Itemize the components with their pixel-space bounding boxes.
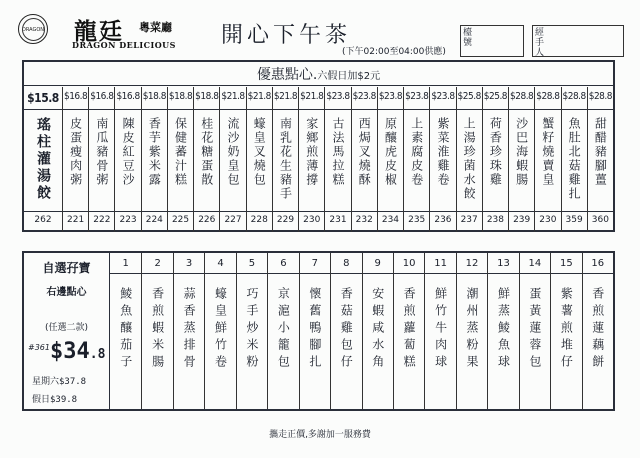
offer-item-name: 古法馬拉糕 xyxy=(330,117,345,187)
offer-item-price: $21.8 xyxy=(247,91,271,102)
offer-item-code: 221 xyxy=(67,215,85,225)
selection-item-name: 鮮竹牛肉球 xyxy=(433,287,448,372)
brand-english: DRAGON DELICIOUS xyxy=(72,40,176,50)
offer-item-name: 陳皮紅豆沙 xyxy=(121,117,136,187)
brand-subtitle: 粵菜廳 xyxy=(139,21,172,34)
offer-item-price: $21.8 xyxy=(300,91,324,102)
offer-item-price: $28.8 xyxy=(510,91,534,102)
selection-item[interactable] xyxy=(299,253,330,409)
selection-item-number: 12 xyxy=(465,258,479,269)
offer-item-code: 359 xyxy=(565,215,583,225)
selection-item-number: 2 xyxy=(154,258,161,269)
offer-item-code: 238 xyxy=(486,215,504,225)
selection-item-name: 香煎蝦米腸 xyxy=(150,287,165,372)
selection-item[interactable] xyxy=(393,253,424,409)
selection-price xyxy=(50,339,105,364)
offer-item-price: $23.8 xyxy=(352,91,376,102)
selection-item-name: 懷舊鴨腳扎 xyxy=(307,287,322,372)
offer-item-name: 南瓜豬骨粥 xyxy=(94,117,109,187)
offer-item[interactable] xyxy=(429,87,455,232)
selection-item-name: 蒜香蒸排骨 xyxy=(182,287,197,372)
staff-box[interactable] xyxy=(532,25,624,57)
offer-item-name: 香芋紫米露 xyxy=(147,117,162,187)
offer-item-price: $28.8 xyxy=(562,91,586,102)
offer-item[interactable] xyxy=(141,87,167,232)
selection-price-main: $34 xyxy=(50,339,90,364)
selection-subtitle: 右邊點心 xyxy=(46,287,87,298)
offer-item-code: 236 xyxy=(434,215,452,225)
offer-item-price: $18.8 xyxy=(168,91,193,102)
offer-item[interactable] xyxy=(587,87,613,232)
selection-item-name: 香煎蓮藕餅 xyxy=(590,287,605,372)
offer-item-price: $16.8 xyxy=(116,91,140,102)
offer-item[interactable] xyxy=(88,87,114,232)
selection-price-decimal: .8 xyxy=(89,347,106,362)
selection-item-number: 4 xyxy=(217,258,224,269)
selection-item[interactable] xyxy=(204,253,235,409)
selection-item-number: 10 xyxy=(402,258,416,269)
offer-item-price: $25.8 xyxy=(457,91,481,102)
offer-item-code: 235 xyxy=(408,215,426,225)
selection-item[interactable] xyxy=(456,253,487,409)
selection-item-name: 蠔皇鮮竹卷 xyxy=(213,287,228,372)
offer-item-name: 荷香珍珠雞 xyxy=(488,117,503,187)
selection-item[interactable] xyxy=(487,253,518,409)
selection-item[interactable] xyxy=(267,253,298,409)
offer-item-name: 原釀虎皮椒 xyxy=(383,117,398,187)
offer-item-code: 234 xyxy=(381,215,400,225)
selection-item-name: 京滬小籠包 xyxy=(276,287,291,372)
menu-title: 開心下午茶 xyxy=(221,23,352,48)
offer-item-code: 224 xyxy=(145,215,163,225)
selection-item[interactable] xyxy=(173,253,204,409)
offer-item-price: $28.8 xyxy=(536,91,560,102)
offer-item-name: 上湯珍菌水餃 xyxy=(462,117,477,201)
offer-item-name: 上素腐皮卷 xyxy=(409,117,424,187)
selection-info xyxy=(24,253,110,409)
offer-item-code: 222 xyxy=(93,215,111,225)
offer-item-code: 237 xyxy=(460,215,478,225)
offer-item[interactable] xyxy=(114,87,140,232)
selection-item-name: 紫薯煎堆仔 xyxy=(559,287,574,372)
selection-item-name: 潮州蒸粉果 xyxy=(465,287,480,372)
selection-item-number: 11 xyxy=(434,258,447,269)
selection-item-number: 7 xyxy=(311,258,319,269)
offer-item-name: 南乳花生豬手 xyxy=(278,117,293,201)
offer-item-name: 蟹籽燒賣皇 xyxy=(540,117,555,187)
offer-item-name: 桂花糖蛋散 xyxy=(199,117,214,187)
weekend-price: 星期六$37.8 xyxy=(32,377,87,387)
offer-item-code: 229 xyxy=(276,215,295,225)
selection-item-name: 香煎蘿蔔糕 xyxy=(402,287,417,372)
offer-item-name: 蠔皇叉燒包 xyxy=(252,117,267,187)
selection-panel xyxy=(22,251,615,411)
offer-item-price: $28.8 xyxy=(588,91,612,102)
table-number-label: 檯號 xyxy=(463,28,473,48)
offer-item-price: $18.8 xyxy=(195,91,219,102)
selection-pick-note: (任選二款) xyxy=(44,323,89,333)
offer-item[interactable] xyxy=(508,87,534,232)
offer-item-name: 紫菜淮雞卷 xyxy=(435,117,450,187)
offer-item-price: $16.8 xyxy=(63,91,88,102)
offer-item-name: 瑤柱灌湯餃 xyxy=(35,117,51,202)
offer-item-price: $23.8 xyxy=(378,91,403,102)
offer-item[interactable] xyxy=(246,87,272,232)
offer-item[interactable] xyxy=(298,87,324,232)
offer-item-code: 223 xyxy=(119,215,137,225)
offer-item-name: 西焗叉燒酥 xyxy=(357,117,372,187)
offer-item[interactable] xyxy=(272,87,298,232)
selection-item[interactable] xyxy=(582,253,613,409)
brand-name: 龍廷 xyxy=(74,18,124,45)
offer-item[interactable] xyxy=(24,87,62,232)
selection-item-name: 香菇雞包仔 xyxy=(339,287,354,372)
selection-code: #361 xyxy=(28,343,50,352)
offer-item-code: 225 xyxy=(171,215,190,225)
selection-item[interactable] xyxy=(550,253,581,409)
selection-item[interactable] xyxy=(141,253,172,409)
selection-item-number: 3 xyxy=(185,258,193,269)
offer-item-name: 流沙奶皇包 xyxy=(226,117,241,187)
offer-item[interactable] xyxy=(482,87,508,232)
offer-item[interactable] xyxy=(456,87,482,232)
selection-item[interactable] xyxy=(519,253,550,409)
offer-item-price: $21.8 xyxy=(221,91,245,102)
offer-item[interactable] xyxy=(561,87,587,232)
table-number-box[interactable] xyxy=(460,25,524,57)
selection-item-name: 巧手炒米粉 xyxy=(244,287,259,372)
offer-item-price: $18.8 xyxy=(142,91,166,102)
selection-item-name: 鯪魚釀茄子 xyxy=(118,287,133,372)
offer-item[interactable] xyxy=(219,87,245,232)
service-hours: (下午02:00至04:00供應) xyxy=(342,47,446,57)
selection-item-number: 14 xyxy=(528,258,542,269)
offer-title-text: 優惠點心 xyxy=(256,67,313,83)
offer-item-code: 262 xyxy=(34,215,52,225)
offer-item-price: $25.8 xyxy=(483,91,508,102)
offer-item-code: 230 xyxy=(303,215,321,225)
offer-item[interactable] xyxy=(167,87,193,232)
offer-item-name: 家鄉煎薄撐 xyxy=(304,117,319,187)
offer-item-price: $16.8 xyxy=(90,91,114,102)
footer-note: 攜走正價,多謝加一服務費 xyxy=(269,430,371,440)
offer-item-price: $21.8 xyxy=(273,91,298,102)
selection-item[interactable] xyxy=(330,253,361,409)
selection-item-name: 蛋黃蓮蓉包 xyxy=(527,287,542,372)
selection-item-number: 9 xyxy=(374,258,381,269)
offer-title: 優惠點心.六假日加$2元 xyxy=(256,67,381,83)
selection-item-number: 6 xyxy=(280,258,287,269)
selection-item-number: 15 xyxy=(559,258,573,269)
staff-label: 經手人 xyxy=(535,28,545,58)
offer-item[interactable] xyxy=(193,87,219,232)
offer-item[interactable] xyxy=(351,87,377,232)
selection-item[interactable] xyxy=(362,253,393,409)
selection-item-name: 鮮蒸鯪魚球 xyxy=(496,287,511,372)
offer-item-code: 232 xyxy=(355,215,373,225)
logo-emblem: DRAGON xyxy=(18,14,48,44)
offer-item[interactable] xyxy=(62,87,88,232)
offer-item-price: $23.8 xyxy=(431,91,455,102)
selection-item-number: 5 xyxy=(248,258,256,269)
selection-item-name: 安蝦咸水角 xyxy=(370,287,385,372)
offer-panel xyxy=(22,60,615,232)
offer-item-code: 228 xyxy=(250,215,268,225)
offer-item-name: 沙巴海蝦腸 xyxy=(514,117,529,187)
offer-item-name: 甜醋豬腳薑 xyxy=(593,117,608,187)
holiday-price: 假日$39.8 xyxy=(32,395,78,405)
offer-item-code: 239 xyxy=(513,215,531,225)
offer-item[interactable] xyxy=(324,87,350,232)
offer-item[interactable] xyxy=(377,87,403,232)
offer-item-name: 皮蛋瘦肉粥 xyxy=(68,117,83,187)
offer-item-code: 230 xyxy=(539,215,557,225)
offer-item[interactable] xyxy=(403,87,429,232)
selection-item-number: 13 xyxy=(497,258,510,269)
offer-item[interactable] xyxy=(534,87,560,232)
offer-item-code: 360 xyxy=(591,215,609,225)
selection-item[interactable] xyxy=(110,253,141,409)
selection-item[interactable] xyxy=(424,253,455,409)
offer-item-code: 231 xyxy=(329,215,347,225)
offer-item-name: 保健蕃汁糕 xyxy=(173,117,188,187)
selection-title: 自選孖寶 xyxy=(42,261,91,275)
selection-item-number: 1 xyxy=(122,258,129,269)
selection-item-number: 16 xyxy=(591,258,605,269)
offer-subtitle: 六假日加$2元 xyxy=(317,71,381,82)
selection-item-number: 8 xyxy=(343,258,350,269)
offer-item-name: 魚肚北菇雞扎 xyxy=(567,117,582,201)
offer-item-price: $23.8 xyxy=(326,91,350,102)
offer-item-price: $23.8 xyxy=(405,91,429,102)
offer-item-price: $15.8 xyxy=(27,91,59,105)
offer-title-rule xyxy=(24,85,613,86)
selection-item[interactable] xyxy=(236,253,267,409)
offer-item-code: 227 xyxy=(224,215,242,225)
offer-item-code: 226 xyxy=(198,215,216,225)
